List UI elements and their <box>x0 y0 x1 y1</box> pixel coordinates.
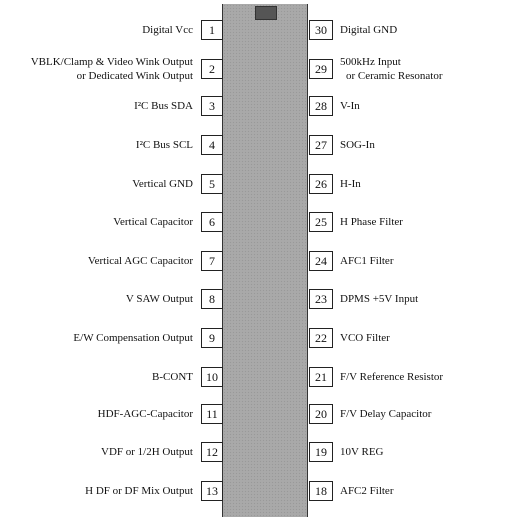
pin-10-number: 10 <box>201 367 223 387</box>
pin-10-label-line1: B-CONT <box>152 371 193 383</box>
pin-8-label <box>126 292 193 306</box>
pin-30-label-line1: Digital GND <box>340 24 398 36</box>
pin-7-label <box>88 254 193 268</box>
pin-2-label-line2: or Dedicated Wink Output <box>76 70 193 82</box>
pin-24-label-line1: AFC1 Filter <box>340 255 394 267</box>
pin-30-number: 30 <box>309 20 333 40</box>
pin-28-label <box>340 99 360 113</box>
pin-19-label-line1: 10V REG <box>340 446 384 458</box>
pin-5-label-line1: Vertical GND <box>132 178 193 190</box>
pin-26-label <box>340 177 361 191</box>
pin-2-number: 2 <box>201 59 223 79</box>
pin-3-label-line1: I²C Bus SDA <box>134 100 193 112</box>
pin-9-label <box>73 331 193 345</box>
pin-24-label <box>340 254 393 268</box>
pin-21-number: 21 <box>309 367 333 387</box>
pin-18-label <box>340 484 393 498</box>
pin-3-label <box>134 99 193 113</box>
pin-6-label <box>113 215 193 229</box>
pin-28-number: 28 <box>309 96 333 116</box>
pin-1-label <box>142 23 193 37</box>
pin-18-label-line1: AFC2 Filter <box>340 485 394 497</box>
pin-1-number: 1 <box>201 20 223 40</box>
pin-13-number: 13 <box>201 481 223 501</box>
pin-11-label-line1: HDF-AGC-Capacitor <box>97 408 193 420</box>
pin1-orientation-notch <box>255 6 277 20</box>
pin-23-label-line1: DPMS +5V Input <box>340 293 419 305</box>
pin-12-label-line1: VDF or 1/2H Output <box>101 446 193 458</box>
pin-13-label-line1: H DF or DF Mix Output <box>85 485 193 497</box>
pin-4-label-line1: I²C Bus SCL <box>135 139 193 151</box>
pin-18-number: 18 <box>309 481 333 501</box>
pin-27-label-line1: SOG-In <box>340 139 375 151</box>
pin-12-number: 12 <box>201 442 223 462</box>
pin-25-label-line1: H Phase Filter <box>340 216 403 228</box>
pin-22-label <box>340 331 390 345</box>
pin-20-label <box>340 407 431 421</box>
pin-21-label <box>340 370 443 384</box>
pin-6-number: 6 <box>201 212 223 232</box>
pin-3-number: 3 <box>201 96 223 116</box>
pin-2-label <box>31 55 193 83</box>
pin-23-number: 23 <box>309 289 333 309</box>
pin-30-label <box>340 23 397 37</box>
pin-13-label <box>85 484 193 498</box>
pin-7-number: 7 <box>201 251 223 271</box>
pin-5-number: 5 <box>201 174 223 194</box>
pin-4-number: 4 <box>201 135 223 155</box>
pin-5-label <box>132 177 193 191</box>
ic-package-body <box>222 4 308 517</box>
pin-8-number: 8 <box>201 289 223 309</box>
pin-28-label-line1: V-In <box>340 100 360 112</box>
pin-26-label-line1: H-In <box>340 178 361 190</box>
pin-20-number: 20 <box>309 404 333 424</box>
pin-23-label <box>340 292 418 306</box>
pin-27-label <box>340 138 375 152</box>
pin-2-label-line1: VBLK/Clamp & Video Wink Output <box>30 56 193 68</box>
pin-9-number: 9 <box>201 328 223 348</box>
pin-26-number: 26 <box>309 174 333 194</box>
pin-22-label-line1: VCO Filter <box>340 332 390 344</box>
pin-4-label <box>136 138 193 152</box>
pin-24-number: 24 <box>309 251 333 271</box>
pin-8-label-line1: V SAW Output <box>125 293 193 305</box>
pin-20-label-line1: F/V Delay Capacitor <box>340 408 432 420</box>
pin-29-label <box>340 55 443 83</box>
pin-19-label <box>340 445 384 459</box>
pin-19-number: 19 <box>309 442 333 462</box>
pin-12-label <box>101 445 193 459</box>
pin-25-label <box>340 215 403 229</box>
pin-10-label <box>152 370 193 384</box>
pin-21-label-line1: F/V Reference Resistor <box>340 371 444 383</box>
pin-29-label-line2: or Ceramic Resonator <box>346 70 443 82</box>
pin-22-number: 22 <box>309 328 333 348</box>
pin-27-number: 27 <box>309 135 333 155</box>
pin-25-number: 25 <box>309 212 333 232</box>
pin-11-number: 11 <box>201 404 223 424</box>
pin-11-label <box>98 407 193 421</box>
pin-29-number: 29 <box>309 59 333 79</box>
pin-6-label-line1: Vertical Capacitor <box>113 216 193 228</box>
pin-9-label-line1: E/W Compensation Output <box>73 332 193 344</box>
pin-29-label-line1: 500kHz Input <box>340 56 401 68</box>
pin-7-label-line1: Vertical AGC Capacitor <box>87 255 193 267</box>
pin-1-label-line1: Digital Vcc <box>142 24 193 36</box>
